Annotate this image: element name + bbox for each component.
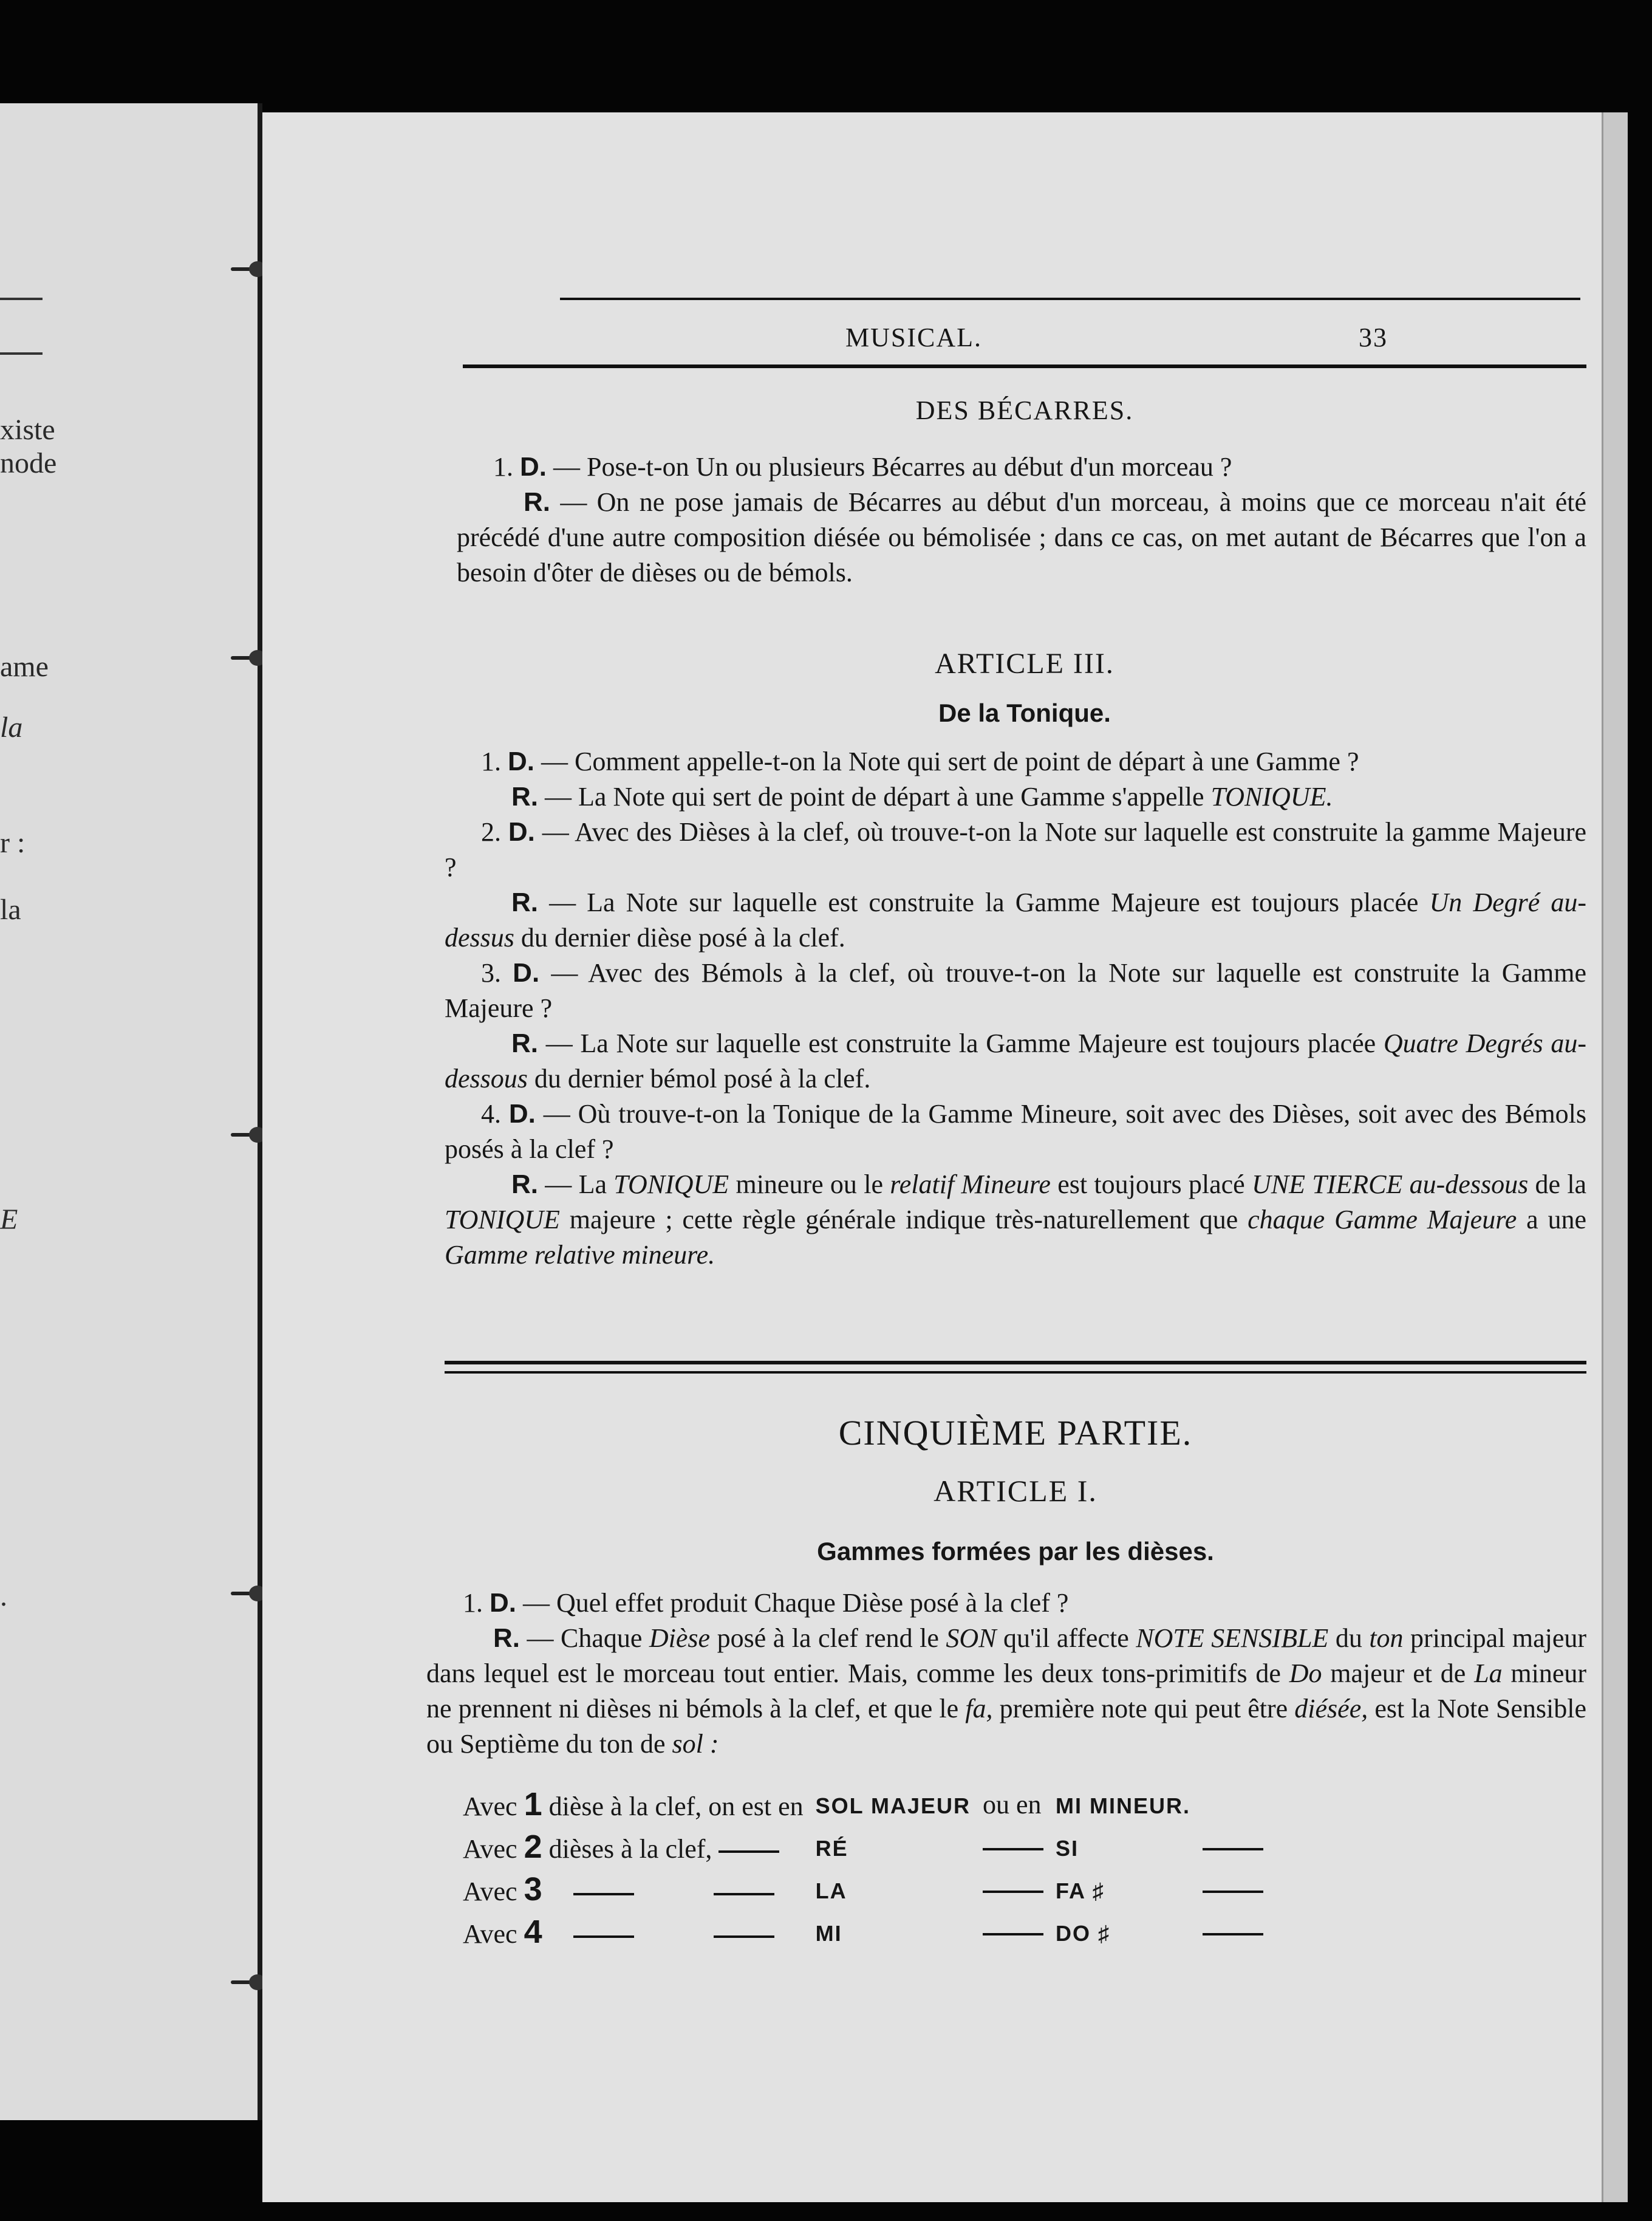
answer-text: posé à la clef rend le — [717, 1623, 939, 1653]
page-edge — [1602, 112, 1628, 2202]
question-number: 4. — [481, 1099, 501, 1129]
answer-emphasis: diésée, — [1294, 1694, 1368, 1723]
minor-key-cell — [1050, 1826, 1196, 1868]
major-key-cell — [810, 1911, 977, 1953]
answer-text: — On ne pose jamais de Bécarres au début d'un morceau, à moins que ce morceau n'ait été précédé d'une autre composition diésée ou bémolisée ; dans ce cas, on met autant de Bécarres que l'on a besoin d'ôter de dièses ou de bémols. — [457, 487, 1586, 587]
row-prefix — [457, 1826, 810, 1868]
page-number: 33 — [1359, 323, 1388, 352]
table-row — [457, 1868, 1269, 1911]
left-fragment: node — [0, 447, 57, 479]
sharp-count: 4 — [524, 1914, 542, 1950]
minor-key: MI MINEUR. — [1056, 1793, 1191, 1818]
ditto-dash — [573, 1893, 634, 1895]
sharp-count: 2 — [524, 1829, 542, 1865]
avec-label: Avec — [463, 1877, 517, 1906]
mid-cell — [977, 1783, 1050, 1826]
answer-label: R. — [524, 487, 550, 517]
article-3-qa — [445, 744, 1586, 1273]
answer-emphasis: NOTE SENSIBLE — [1136, 1623, 1329, 1653]
avec-label: Avec — [463, 1834, 517, 1864]
question-label: D. — [508, 747, 534, 776]
ditto-dash — [714, 1893, 774, 1895]
left-fragment: la — [0, 711, 23, 744]
answer-emphasis: chaque Gamme Majeure — [1248, 1205, 1517, 1234]
answer-emphasis: SON — [946, 1623, 997, 1653]
left-page — [0, 103, 261, 2120]
major-key: RÉ — [815, 1835, 848, 1861]
article-3-title: ARTICLE III. — [935, 648, 1114, 680]
scale-table — [457, 1783, 1269, 1953]
answer-text: — Chaque — [527, 1623, 643, 1653]
answer-emphasis: TONIQUE — [613, 1169, 729, 1199]
answer-emphasis: relatif Mineure — [890, 1169, 1051, 1199]
answer-text: mineure ou le — [736, 1169, 883, 1199]
minor-key: DO ♯ — [1056, 1920, 1111, 1946]
answer-emphasis: Un Degré au-dessus — [445, 888, 1586, 953]
part-5-article-title: ARTICLE I. — [934, 1474, 1097, 1508]
part-5-title: CINQUIÈME PARTIE. — [838, 1413, 1193, 1453]
mid-cell — [977, 1911, 1050, 1953]
answer-emphasis: TONIQUE — [445, 1205, 560, 1234]
question-label: D. — [520, 452, 547, 482]
table-row — [457, 1911, 1269, 1953]
answer-tail: du dernier bémol posé à la clef. — [534, 1064, 871, 1093]
question-label: D. — [508, 817, 535, 847]
section-divider-rule — [445, 1371, 1586, 1374]
becarres-qa — [457, 450, 1586, 590]
mid-cell — [977, 1868, 1050, 1911]
question-text: — Où trouve-t-on la Tonique de la Gamme Mineure, soit avec des Dièses, soit avec des Bémols posés à la clef ? — [445, 1099, 1587, 1164]
answer-text: principal majeur dans lequel est le morceau tout entier. Mais, comme les deux tons-primitifs de — [426, 1623, 1587, 1688]
answer-text: de la — [1535, 1169, 1587, 1199]
running-title: MUSICAL. — [845, 323, 983, 352]
major-key: LA — [815, 1878, 847, 1903]
answer-emphasis: Dièse — [649, 1623, 711, 1653]
left-fragment: la — [0, 894, 21, 926]
row-text: dièses à la clef, — [548, 1834, 712, 1864]
minor-key-cell — [1050, 1911, 1196, 1953]
answer-text: qu'il affecte — [1003, 1623, 1129, 1653]
major-key-cell — [810, 1826, 977, 1868]
answer-label: R. — [511, 888, 538, 917]
table-row — [457, 1826, 1269, 1868]
answer-text: est la Note Sensible ou Septième du ton de — [426, 1694, 1586, 1759]
ditto-dash — [1203, 1933, 1263, 1935]
row-prefix — [457, 1911, 810, 1953]
answer-text: mineur ne prennent ni dièses ni bémols à la clef, et que le — [426, 1658, 1587, 1723]
row-prefix — [457, 1783, 810, 1826]
mid-cell — [977, 1826, 1050, 1868]
minor-key-cell — [1050, 1868, 1196, 1911]
part-5-qa — [426, 1586, 1586, 1762]
answer-text: — La Note sur laquelle est construite la Gamme Majeure est toujours placée — [549, 888, 1419, 917]
book-spine — [258, 103, 262, 2120]
left-dash-rule — [0, 298, 43, 300]
answer-text: — La Note qui sert de point de départ à une Gamme s'appelle — [545, 782, 1204, 812]
answer-label: R. — [511, 782, 538, 812]
sharp-count: 3 — [524, 1871, 542, 1908]
left-dash-rule — [0, 352, 43, 355]
answer-emphasis: Gamme relative mineure. — [445, 1240, 715, 1270]
answer-emphasis: Quatre Degrés au-dessous — [445, 1028, 1587, 1093]
ditto-dash — [718, 1850, 779, 1853]
answer-label: R. — [511, 1028, 538, 1058]
answer-emphasis: TONIQUE. — [1210, 782, 1333, 812]
minor-key: FA ♯ — [1056, 1878, 1105, 1903]
left-fragment: E — [0, 1203, 18, 1236]
question-text: — Avec des Bémols à la clef, où trouve-t-on la Note sur laquelle est construite la Gamme Majeure ? — [445, 958, 1587, 1023]
left-fragment: . — [0, 1580, 7, 1612]
ditto-dash — [983, 1848, 1043, 1850]
left-fragment: xiste — [0, 414, 55, 446]
question-number: 1. — [463, 1588, 483, 1618]
question-text: — Avec des Dièses à la clef, où trouve-t-on la Note sur laquelle est construite la gamme Majeure ? — [445, 817, 1587, 882]
part-5-subtitle: Gammes formées par les dièses. — [817, 1537, 1214, 1566]
question-number: 1. — [493, 452, 513, 482]
answer-text: a une — [1526, 1205, 1587, 1234]
row-text: ou en — [983, 1789, 1042, 1819]
ditto-dash — [573, 1935, 634, 1938]
ditto-dash — [1203, 1891, 1263, 1893]
avec-label: Avec — [463, 1792, 517, 1821]
ditto-dash — [983, 1933, 1043, 1935]
answer-emphasis: Do — [1289, 1658, 1322, 1688]
answer-text: est toujours placé — [1057, 1169, 1245, 1199]
question-text: — Quel effet produit Chaque Dièse posé à la clef ? — [523, 1588, 1069, 1618]
answer-text: du — [1335, 1623, 1362, 1653]
question-number: 1. — [481, 747, 501, 776]
left-fragment: ame — [0, 651, 49, 683]
table-row — [457, 1783, 1269, 1826]
left-fragment: r : — [0, 827, 26, 859]
question-number: 2. — [481, 817, 501, 847]
answer-label: R. — [493, 1623, 520, 1653]
ditto-dash — [714, 1935, 774, 1938]
major-key-cell — [810, 1868, 977, 1911]
page — [262, 112, 1628, 2202]
row-text: dièse à la clef, on est en — [548, 1792, 804, 1821]
answer-text: — La Note sur laquelle est construite la Gamme Majeure est toujours placée — [545, 1028, 1376, 1058]
major-key: MI — [815, 1920, 842, 1946]
answer-text: majeur et de — [1330, 1658, 1466, 1688]
answer-emphasis: sol : — [672, 1729, 719, 1759]
answer-emphasis: UNE TIERCE au-dessous — [1251, 1169, 1529, 1199]
header-bottom-rule — [463, 364, 1586, 368]
ditto-dash — [1203, 1848, 1263, 1850]
question-text: — Pose-t-on Un ou plusieurs Bécarres au début d'un morceau ? — [553, 452, 1232, 482]
header-top-rule — [560, 298, 1580, 300]
major-key: SOL MAJEUR — [815, 1793, 971, 1818]
answer-emphasis: La — [1474, 1658, 1503, 1688]
minor-key: SI — [1056, 1835, 1079, 1861]
question-text: — Comment appelle-t-on la Note qui sert de point de départ à une Gamme ? — [541, 747, 1359, 776]
ditto-dash — [983, 1891, 1043, 1893]
answer-tail: du dernier dièse posé à la clef. — [521, 923, 845, 953]
answer-text: majeure ; cette règle générale indique très-naturellement que — [569, 1205, 1238, 1234]
row-prefix — [457, 1868, 810, 1911]
major-key-cell — [810, 1783, 977, 1826]
answer-label: R. — [511, 1169, 538, 1199]
answer-emphasis: ton — [1369, 1623, 1404, 1653]
section-divider-rule — [445, 1361, 1586, 1364]
answer-emphasis: fa, — [965, 1694, 993, 1723]
section-title-becarres: DES BÉCARRES. — [915, 395, 1134, 425]
answer-text: — La — [545, 1169, 607, 1199]
answer-text: première note qui peut être — [999, 1694, 1288, 1723]
question-label: D. — [513, 958, 540, 988]
question-label: D. — [490, 1588, 516, 1618]
minor-key-cell — [1050, 1783, 1196, 1826]
article-3-subtitle: De la Tonique. — [938, 699, 1111, 727]
avec-label: Avec — [463, 1919, 517, 1949]
question-number: 3. — [481, 958, 501, 988]
sharp-count: 1 — [524, 1786, 542, 1822]
question-label: D. — [508, 1099, 536, 1129]
